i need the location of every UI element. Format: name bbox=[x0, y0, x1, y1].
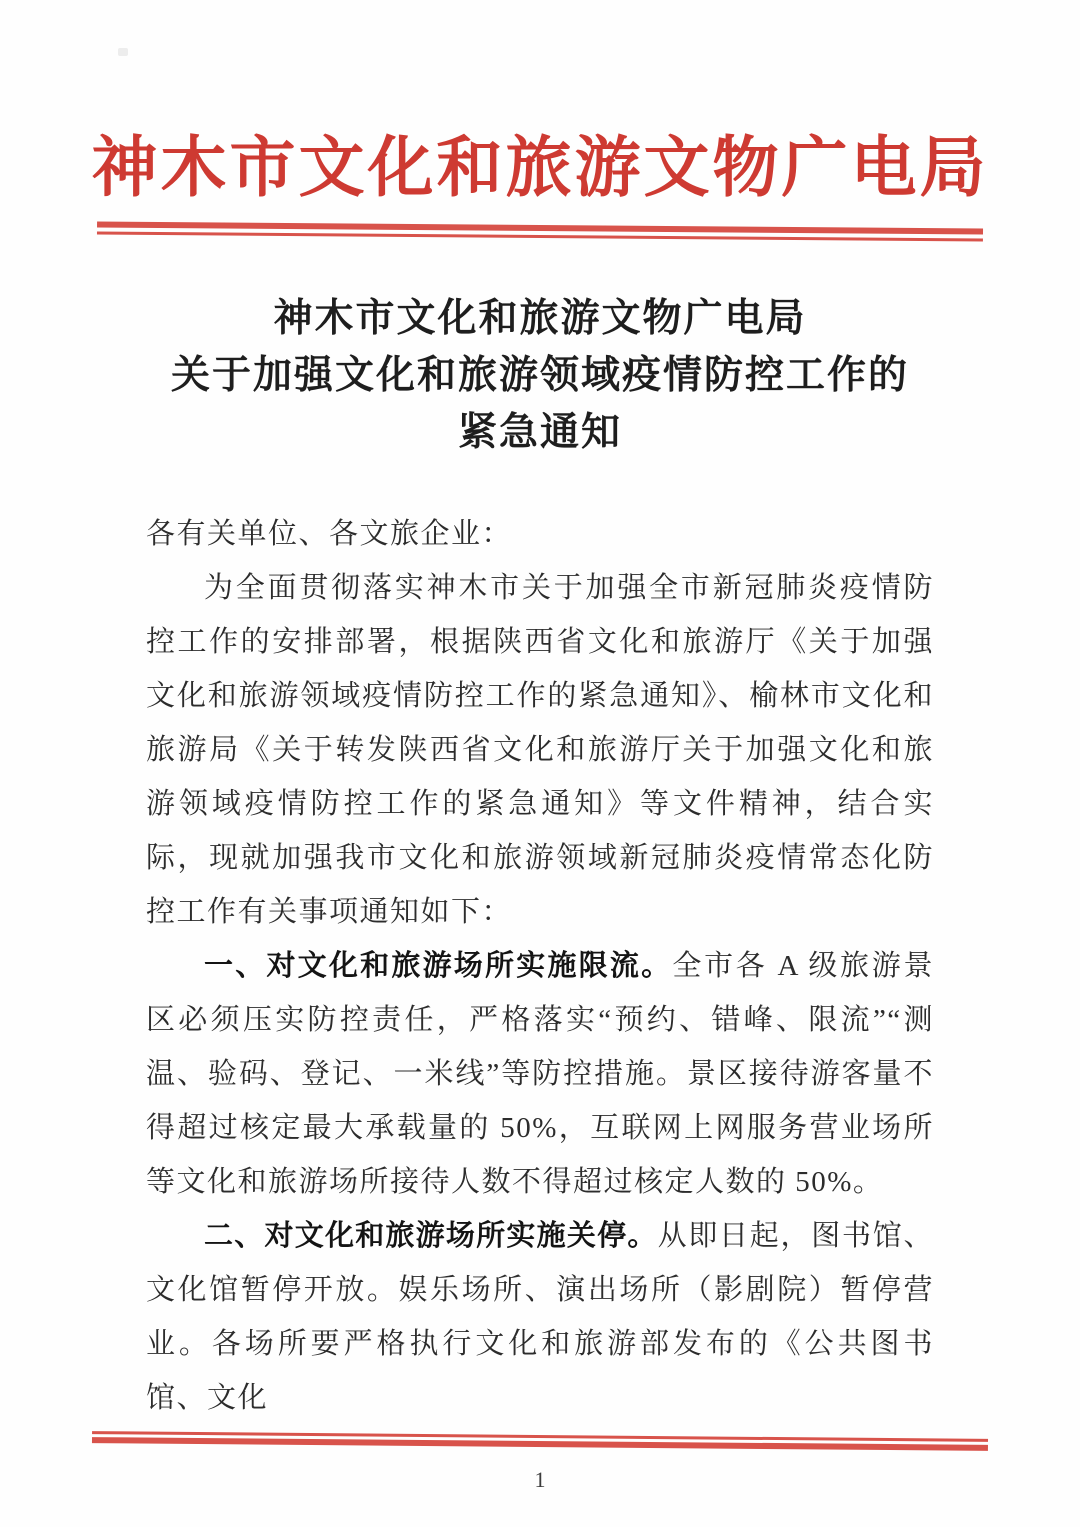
document-body bbox=[146, 507, 934, 1425]
page-number: 1 bbox=[534, 1466, 546, 1492]
section-2-text: 从即日起，图书馆、文化馆暂停开放。娱乐场所、演出场所（影剧院）暂停营业。各场所要严格执行文化和旅游部发布的《公共图书馆、文化 bbox=[146, 1219, 934, 1414]
section-2-heading: 二、对文化和旅游场所实施关停。 bbox=[204, 1219, 658, 1252]
paragraph-section-2 bbox=[146, 1209, 934, 1425]
document-title-line1: 神木市文化和旅游文物广电局 bbox=[273, 296, 807, 340]
letterhead-agency-name: 神木市文化和旅游文物广电局 bbox=[91, 132, 989, 205]
scan-artifact bbox=[118, 48, 128, 56]
document-title bbox=[0, 290, 1080, 461]
salutation: 各有关单位、各文旅企业： bbox=[146, 517, 513, 550]
section-1-text: 全市各 A 级旅游景区必须压实防控责任，严格落实“预约、错峰、限流”“测温、验码、登记、一米线”等防控措施。景区接待游客量不得超过核定最大承载量的 50%，互联网上网服务营业场所等文化和旅游场所接待人数不得超过核定人数的 50%。 bbox=[146, 949, 934, 1198]
paragraph-section-1 bbox=[146, 939, 934, 1209]
section-1-heading: 一、对文化和旅游场所实施限流。 bbox=[204, 949, 673, 982]
paragraph-preamble bbox=[146, 561, 934, 939]
footer-separator bbox=[92, 1431, 988, 1451]
paragraph-text: 为全面贯彻落实神木市关于加强全市新冠肺炎疫情防控工作的安排部署，根据陕西省文化和旅游厅《关于加强文化和旅游领域疫情防控工作的紧急通知》、榆林市文化和旅游局《关于转发陕西省文化和旅游厅关于加强文化和旅游领域疫情防控工作的紧急通知》等文件精神，结合实际，现就加强我市文化和旅游领域新冠肺炎疫情常态化防控工作有关事项通知如下： bbox=[146, 571, 934, 928]
document-title-line2: 关于加强文化和旅游领域疫情防控工作的 bbox=[170, 353, 909, 397]
document-title-line3: 紧急通知 bbox=[457, 410, 622, 454]
letterhead-separator bbox=[97, 221, 983, 241]
